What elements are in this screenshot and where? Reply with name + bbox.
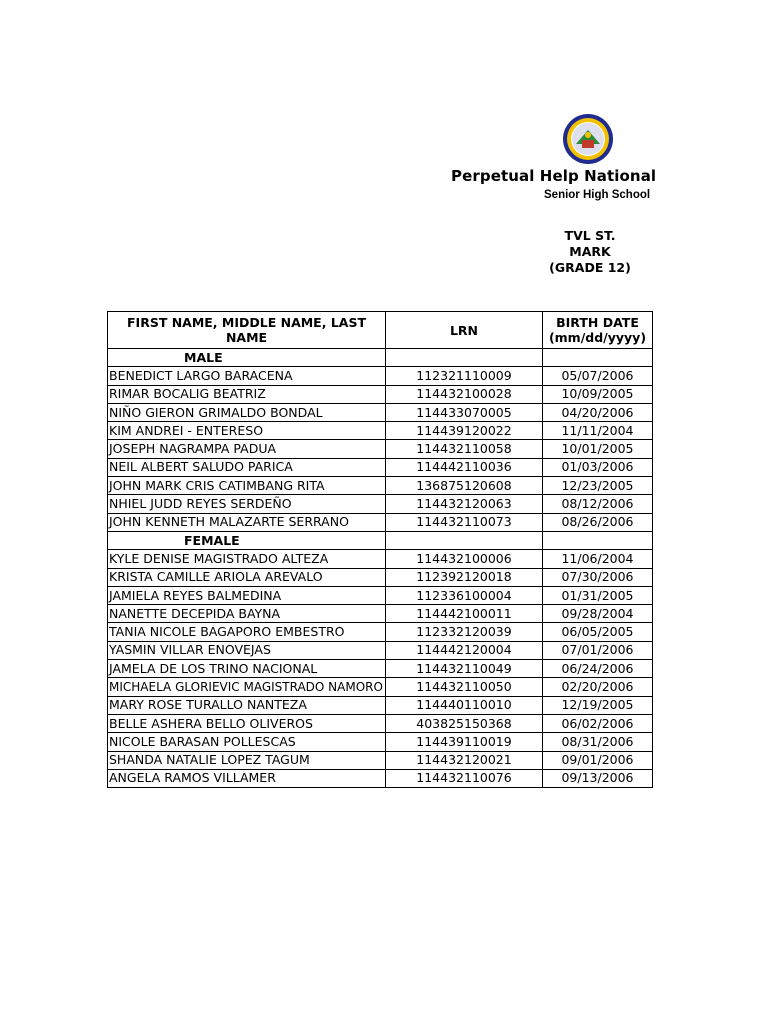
section-info <box>540 228 640 276</box>
birth-date-cell: 10/01/2005 <box>543 440 653 458</box>
table-row <box>108 769 653 787</box>
table-row <box>108 678 653 696</box>
lrn-cell: 114432110058 <box>386 440 543 458</box>
student-name-cell: NEIL ALBERT SALUDO PARICA <box>108 458 386 476</box>
lrn-cell: 114432110073 <box>386 513 543 531</box>
table-header-row <box>108 312 653 349</box>
birth-date-cell: 08/26/2006 <box>543 513 653 531</box>
lrn-cell: 114432120021 <box>386 751 543 769</box>
birth-date-cell: 12/19/2005 <box>543 696 653 714</box>
group-header-row <box>108 531 653 549</box>
table-row <box>108 367 653 385</box>
lrn-cell: 114432110049 <box>386 660 543 678</box>
column-header-birth-date: BIRTH DATE (mm/dd/yyyy) <box>543 312 653 349</box>
birth-date-cell: 07/30/2006 <box>543 568 653 586</box>
table-row <box>108 513 653 531</box>
birth-date-cell: 06/05/2005 <box>543 623 653 641</box>
student-name-cell: KIM ANDREI - ENTERESO <box>108 422 386 440</box>
birth-date-cell: 11/06/2004 <box>543 550 653 568</box>
student-name-cell: TANIA NICOLE BAGAPORO EMBESTRO <box>108 623 386 641</box>
empty-cell <box>543 349 653 367</box>
table-row <box>108 714 653 732</box>
table-row <box>108 550 653 568</box>
table-row <box>108 385 653 403</box>
student-name-cell: BELLE ASHERA BELLO OLIVEROS <box>108 714 386 732</box>
birth-date-cell: 06/24/2006 <box>543 660 653 678</box>
table-row <box>108 458 653 476</box>
section-line: MARK <box>569 244 611 259</box>
student-name-cell: YASMIN VILLAR ENOVEJAS <box>108 641 386 659</box>
empty-cell <box>386 531 543 549</box>
lrn-cell: 114439110019 <box>386 733 543 751</box>
column-header-name: FIRST NAME, MIDDLE NAME, LAST NAME <box>108 312 386 349</box>
table-body <box>108 349 653 788</box>
birth-date-cell: 01/31/2005 <box>543 586 653 604</box>
table-row <box>108 751 653 769</box>
birth-date-cell: 06/02/2006 <box>543 714 653 732</box>
lrn-cell: 114432100006 <box>386 550 543 568</box>
birth-date-cell: 12/23/2005 <box>543 477 653 495</box>
lrn-cell: 114432120063 <box>386 495 543 513</box>
school-subtitle: Senior High School <box>544 189 651 201</box>
group-label: MALE <box>108 349 386 367</box>
lrn-cell: 114432100028 <box>386 385 543 403</box>
empty-cell <box>543 531 653 549</box>
table-row <box>108 623 653 641</box>
lrn-cell: 114440110010 <box>386 696 543 714</box>
birth-date-cell: 09/01/2006 <box>543 751 653 769</box>
school-name: Perpetual Help National <box>451 167 657 185</box>
birth-date-cell: 07/01/2006 <box>543 641 653 659</box>
table-row <box>108 403 653 421</box>
student-name-cell: KRISTA CAMILLE ARIOLA AREVALO <box>108 568 386 586</box>
table-row <box>108 568 653 586</box>
student-name-cell: ANGELA RAMOS VILLAMER <box>108 769 386 787</box>
column-header-lrn: LRN <box>386 312 543 349</box>
birth-date-cell: 04/20/2006 <box>543 403 653 421</box>
table-row <box>108 586 653 604</box>
student-name-cell: JOHN KENNETH MALAZARTE SERRANO <box>108 513 386 531</box>
school-seal-logo <box>562 113 614 165</box>
lrn-cell: 114432110050 <box>386 678 543 696</box>
table-row <box>108 495 653 513</box>
student-name-cell: NHIEL JUDD REYES SERDEÑO <box>108 495 386 513</box>
lrn-cell: 136875120608 <box>386 477 543 495</box>
lrn-cell: 114439120022 <box>386 422 543 440</box>
student-name-cell: NIÑO GIERON GRIMALDO BONDAL <box>108 403 386 421</box>
lrn-cell: 114433070005 <box>386 403 543 421</box>
birth-date-cell: 10/09/2005 <box>543 385 653 403</box>
student-name-cell: JAMIELA REYES BALMEDINA <box>108 586 386 604</box>
birth-date-cell: 09/13/2006 <box>543 769 653 787</box>
birth-date-cell: 01/03/2006 <box>543 458 653 476</box>
student-name-cell: RIMAR BOCALIG BEATRIZ <box>108 385 386 403</box>
lrn-cell: 403825150368 <box>386 714 543 732</box>
table-row <box>108 440 653 458</box>
lrn-cell: 112392120018 <box>386 568 543 586</box>
lrn-cell: 114442110036 <box>386 458 543 476</box>
birth-date-cell: 05/07/2006 <box>543 367 653 385</box>
table-row <box>108 422 653 440</box>
student-name-cell: JOSEPH NAGRAMPA PADUA <box>108 440 386 458</box>
student-name-cell: MICHAELA GLORIEVIC MAGISTRADO NAMORO <box>108 678 386 696</box>
student-name-cell: JAMELA DE LOS TRINO NACIONAL <box>108 660 386 678</box>
table-row <box>108 605 653 623</box>
group-header-row <box>108 349 653 367</box>
table-row <box>108 477 653 495</box>
table-row <box>108 696 653 714</box>
student-name-cell: KYLE DENISE MAGISTRADO ALTEZA <box>108 550 386 568</box>
lrn-cell: 114442100011 <box>386 605 543 623</box>
student-name-cell: JOHN MARK CRIS CATIMBANG RITA <box>108 477 386 495</box>
birth-date-cell: 09/28/2004 <box>543 605 653 623</box>
table-row <box>108 660 653 678</box>
table-row <box>108 641 653 659</box>
student-name-cell: MARY ROSE TURALLO NANTEZA <box>108 696 386 714</box>
student-roster-table <box>107 311 653 788</box>
birth-date-cell: 02/20/2006 <box>543 678 653 696</box>
section-line: (GRADE 12) <box>549 260 631 275</box>
birth-date-cell: 11/11/2004 <box>543 422 653 440</box>
section-line: TVL ST. <box>564 228 616 243</box>
student-name-cell: NANETTE DECEPIDA BAYNA <box>108 605 386 623</box>
birth-date-cell: 08/31/2006 <box>543 733 653 751</box>
student-name-cell: BENEDICT LARGO BARACENA <box>108 367 386 385</box>
lrn-cell: 114432110076 <box>386 769 543 787</box>
lrn-cell: 112336100004 <box>386 586 543 604</box>
lrn-cell: 114442120004 <box>386 641 543 659</box>
empty-cell <box>386 349 543 367</box>
student-name-cell: SHANDA NATALIE LOPEZ TAGUM <box>108 751 386 769</box>
birth-date-cell: 08/12/2006 <box>543 495 653 513</box>
group-label: FEMALE <box>108 531 386 549</box>
lrn-cell: 112332120039 <box>386 623 543 641</box>
table-row <box>108 733 653 751</box>
lrn-cell: 112321110009 <box>386 367 543 385</box>
student-name-cell: NICOLE BARASAN POLLESCAS <box>108 733 386 751</box>
